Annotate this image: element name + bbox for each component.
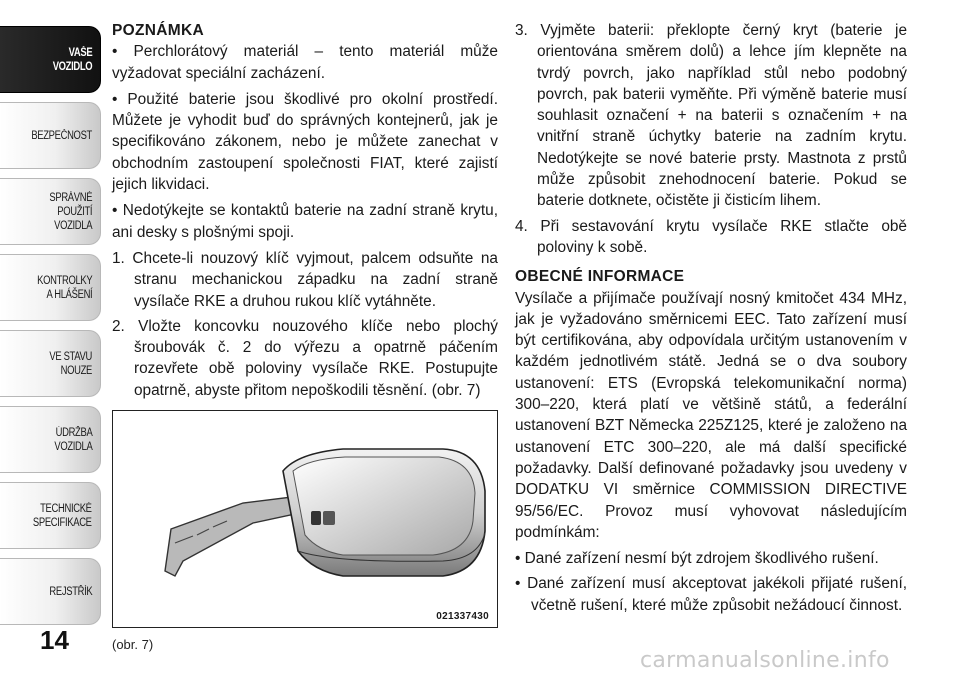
tab-rejstrik[interactable] — [0, 558, 101, 625]
tab-technicke-specifikace[interactable] — [0, 482, 101, 549]
tab-ve-stavu-nouze[interactable] — [0, 330, 101, 397]
general-info-paragraph: Vysílače a přijímače používají nosný kmitočet 434 MHz, jak je vyžadováno směrnicemi EEC. Tato zařízení musí být certifikována, aby odpovídala určitým ustanovením v každém jednotlivém státě. Jedná se o dva soubory ustanovení: ETS (Evropská telekomunikační norma) 300–220, která platí ve většině států, a federální ustanovení BZT Německa 225Z125, které je založeno na ustanovení ETC 300–220, ale má další specifické požadavky. Další definované požadavky jsou uvedeny v DODATKU VI směrnice COMMISSION DIRECTIVE 95/56/EC. Provoz musí vyhovovat následujícím podmínkám: — [515, 289, 907, 541]
tab-label: BEZPEČNOST — [31, 129, 92, 142]
tab-vase-vozidlo[interactable] — [0, 26, 101, 93]
tab-label: REJSTŘÍK — [49, 585, 92, 598]
right-column — [515, 20, 907, 620]
tab-label: TECHNICKÉ SPECIFIKACE — [33, 502, 92, 529]
figure-caption: (obr. 7) — [112, 637, 154, 652]
tab-label: SPRÁVNÉ POUŽITÍ VOZIDLA — [49, 191, 92, 232]
tab-label: ÚDRŽBA VOZIDLA — [53, 426, 92, 453]
tab-label: VE STAVU NOUZE — [49, 350, 92, 377]
page-number: 14 — [40, 625, 69, 655]
tab-bezpecnost[interactable] — [0, 102, 101, 169]
condition-bullet: • Dané zařízení musí akceptovat jakékoli přijaté rušení, včetně rušení, které může způsobit nežádoucí činnost. — [515, 575, 907, 614]
key-fob-illustration — [113, 411, 496, 626]
step-3: 3. Vyjměte baterii: překlopte černý kryt (baterie je orientována směrem dolů) a lehce jím klepněte na tvrdý povrch, jako například stůl nebo podobný povrch, pak baterii vyměňte. Při výměně baterie musí souhlasit označení + na baterii s označením + na vnitřní straně úchytky baterie na zadním krytu. Nedotýkejte se nové baterie prsty. Mastnota z prstů může způsobit znehodnocení baterie. Pokud se baterie dotknete, očistěte ji čisticím lihem. — [515, 22, 907, 210]
step-2: 2. Vložte koncovku nouzového klíče nebo plochý šroubovák č. 2 do výřezu a opatrně páčením rozevřete obě poloviny vysílače RKE. Postupujte opatrně, abyste přitom nepoškodili těsnění. (obr. 7) — [112, 317, 498, 399]
tab-label: KONTROLKY A HLÁŠENÍ — [36, 274, 92, 301]
watermark: carmanualsonline.info — [640, 648, 890, 673]
note-bullet: • Použité baterie jsou škodlivé pro okolní prostředí. Můžete je vyhodit buď do správných kontejnerů, jak je specifikováno zákonem, nebo je můžete zanechat v obchodním zastoupení společnosti FIAT, které zajistí jejich likvidaci. — [112, 90, 498, 194]
figure-code: 021337430 — [436, 611, 489, 622]
note-bullet: • Nedotýkejte se kontaktů baterie na zadní straně krytu, ani desky s plošnými spoji. — [112, 202, 498, 241]
tab-kontrolky[interactable] — [0, 254, 101, 321]
tab-udrzba[interactable] — [0, 406, 101, 473]
note-heading: POZNÁMKA — [112, 22, 204, 39]
left-column — [112, 20, 498, 405]
step-4: 4. Při sestavování krytu vysílače RKE stlačte obě poloviny k sobě. — [515, 217, 907, 256]
note-bullet: • Perchlorátový materiál – tento materiál může vyžadovat speciální zacházení. — [112, 43, 498, 82]
general-info-heading: OBECNÉ INFORMACE — [515, 268, 685, 286]
step-1: 1. Chcete-li nouzový klíč vyjmout, palcem odsuňte na stranu mechanickou západku na zadní straně vysílače RKE a druhou rukou klíč vytáhněte. — [112, 249, 498, 310]
tab-label: VAŠE VOZIDLO — [52, 46, 92, 73]
tab-spravne-pouziti[interactable] — [0, 178, 101, 245]
condition-bullet: • Dané zařízení nesmí být zdrojem škodlivého rušení. — [515, 550, 879, 568]
key-fob-figure — [112, 410, 498, 628]
